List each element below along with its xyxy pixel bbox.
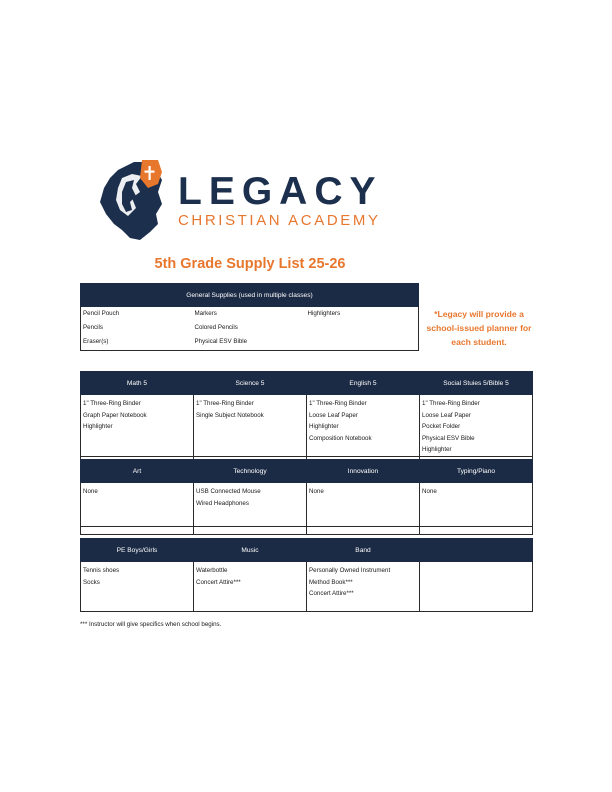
supply-item: Method Book***: [309, 578, 353, 586]
supply-item: Socks: [83, 578, 100, 586]
electives-table: [80, 459, 533, 535]
table-cell: Markers: [194, 310, 217, 317]
column-header: Social Stuies 5/Bible 5: [420, 372, 533, 395]
table-row: [81, 321, 419, 335]
supply-item: Graph Paper Notebook: [83, 411, 147, 419]
column-header: Music: [194, 539, 307, 562]
supply-item: Loose Leaf Paper: [422, 411, 471, 419]
table-cell: [194, 483, 307, 527]
activities-table: [80, 538, 533, 612]
supply-item: 1" Three-Ring Binder: [422, 400, 480, 407]
table-cell: [420, 562, 533, 612]
footnote: *** Instructor will give specifics when school begins.: [80, 621, 222, 628]
supply-item: Pocket Folder: [422, 423, 461, 431]
table-row: [81, 307, 419, 322]
table-cell: [81, 562, 194, 612]
table-cell: [307, 483, 420, 527]
table-cell: [81, 395, 194, 457]
general-supplies-table: [80, 283, 419, 351]
supply-item: Highlighter: [83, 423, 113, 431]
table-cell: Highlighters: [306, 307, 419, 322]
supply-item: 1" Three-Ring Binder: [196, 400, 254, 407]
logo-wordmark: LEGACY: [178, 170, 383, 213]
supply-item: Physical ESV Bible: [422, 434, 475, 442]
table-cell: Pencils: [81, 321, 193, 335]
column-header: Technology: [194, 460, 307, 483]
supply-item: None: [83, 488, 98, 495]
supply-item: Single Subject Notebook: [196, 411, 264, 419]
table-cell: [420, 395, 533, 457]
supply-item: Composition Notebook: [309, 434, 372, 442]
general-supplies-header: General Supplies (used in multiple classes): [81, 284, 419, 307]
table-cell: Colored Pencils: [194, 324, 238, 331]
supply-item: Loose Leaf Paper: [309, 411, 358, 419]
core-subjects-table: [80, 371, 533, 465]
column-header: Math 5: [81, 372, 194, 395]
column-header: Band: [307, 539, 420, 562]
supply-item: Concert Attire***: [309, 590, 354, 598]
column-header: PE Boys/Girls: [81, 539, 194, 562]
supply-item: Personally Owned Instrument: [309, 567, 391, 574]
supply-item: Waterbottle: [196, 567, 228, 574]
table-cell: [307, 395, 420, 457]
supply-item: 1" Three-Ring Binder: [83, 400, 141, 407]
supply-item: None: [422, 488, 437, 495]
table-cell: Physical ESV Bible: [193, 335, 306, 351]
table-cell: Pencil Pouch: [81, 307, 193, 322]
column-header: Typing/Piano: [420, 460, 533, 483]
column-header: [420, 539, 533, 562]
supply-item: Tennis shoes: [83, 567, 120, 574]
logo-subtitle: CHRISTIAN ACADEMY: [178, 212, 381, 229]
supply-item: Wired Headphones: [196, 499, 249, 507]
page-title: 5th Grade Supply List 25-26: [154, 256, 346, 272]
table-cell: [306, 335, 419, 351]
table-row: [81, 562, 533, 612]
supply-item: 1" Three-Ring Binder: [309, 400, 367, 407]
supply-item: Concert Attire***: [196, 578, 241, 586]
supply-item: None: [309, 488, 324, 495]
table-row: [81, 483, 533, 527]
table-cell: [420, 483, 533, 527]
planner-note: *Legacy will provide a school-issued planner for each student.: [426, 309, 532, 347]
table-cell: [307, 562, 420, 612]
column-header: Innovation: [307, 460, 420, 483]
table-cell: [194, 562, 307, 612]
table-row: [81, 335, 419, 351]
column-header: Art: [81, 460, 194, 483]
table-cell: [81, 483, 194, 527]
supply-item: Highlighter: [309, 423, 339, 431]
table-cell: [194, 395, 307, 457]
supply-item: Highlighter: [422, 446, 452, 454]
table-cell: [306, 321, 419, 335]
table-row: [81, 395, 533, 457]
column-header: Science 5: [194, 372, 307, 395]
lion-icon: [100, 160, 162, 240]
column-header: English 5: [307, 372, 420, 395]
supply-item: USB Connected Mouse: [196, 488, 261, 495]
table-cell: Eraser(s): [81, 335, 193, 351]
